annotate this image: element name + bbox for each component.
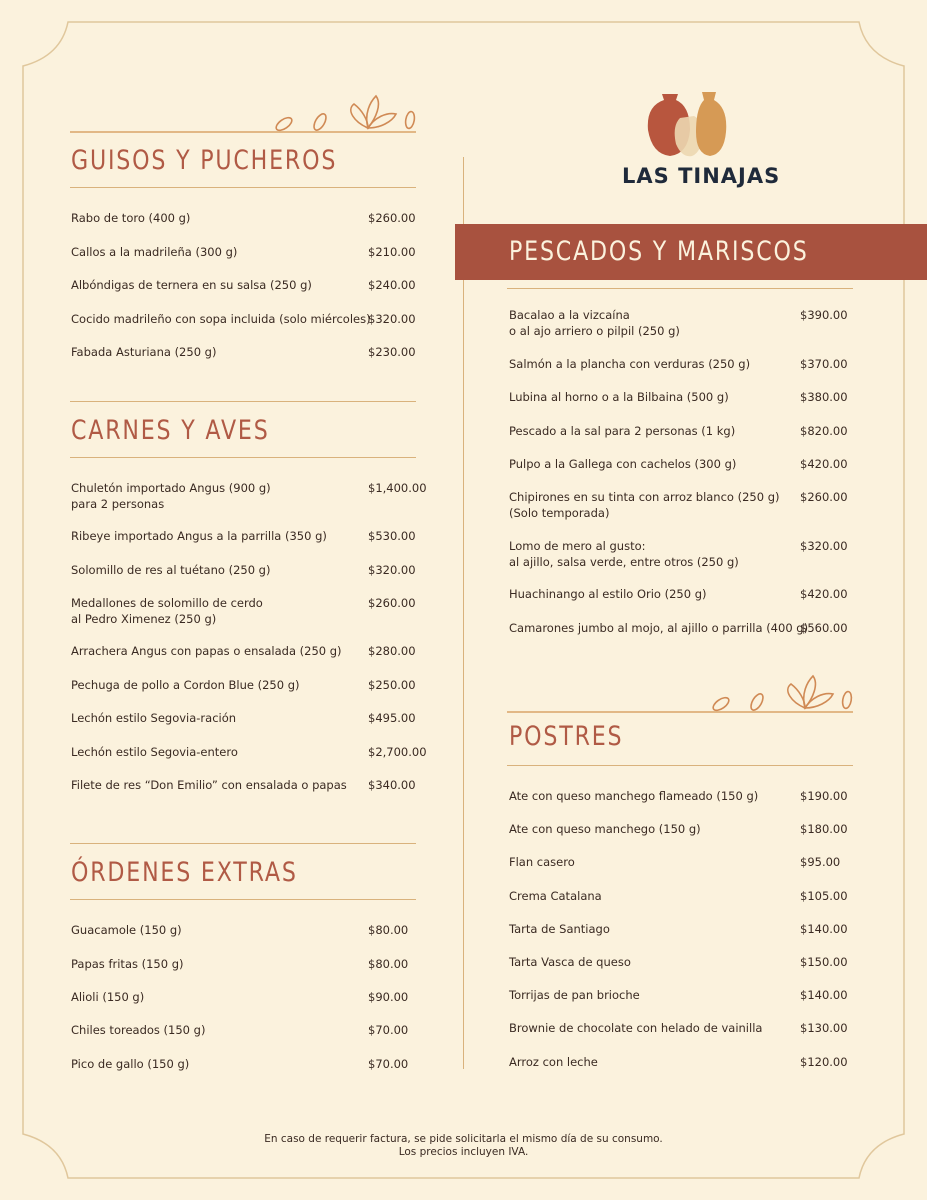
extras-title: ÓRDENES EXTRAS [71,857,298,888]
pescados-rule [507,288,853,289]
menu-item-name: Ribeye importado Angus a la parrilla (350 g) [71,529,327,543]
menu-item-price: $280.00 [368,644,416,658]
menu-item-name: Filete de res “Don Emilio” con ensalada o papas [71,778,347,792]
menu-item-name: Chiles toreados (150 g) [71,1023,206,1037]
menu-item-name: Salmón a la plancha con verduras (250 g) [509,357,751,371]
menu-item-name: Fabada Asturiana (250 g) [71,345,217,359]
guisos-rule [70,187,416,188]
menu-item-name: Pico de gallo (150 g) [71,1057,190,1071]
menu-item-price: $495.00 [368,711,416,725]
column-divider [463,157,464,1069]
footer-note-1: En caso de requerir factura, se pide solicitarla el mismo día de su consumo. [264,1133,663,1145]
menu-item-name: Cocido madrileño con sopa incluida (solo miércoles) [71,312,371,326]
footer-note-2: Los precios incluyen IVA. [398,1146,529,1158]
menu-item-price: $1,400.00 [368,481,427,495]
menu-item-name: Rabo de toro (400 g) [71,211,191,225]
menu-item-price: $260.00 [368,596,416,610]
menu-item-name: Arrachera Angus con papas o ensalada (250 g) [71,644,342,658]
guisos-title: GUISOS Y PUCHEROS [71,145,338,176]
extras-rule [70,899,416,900]
menu-item-name: Tarta de Santiago [509,922,610,936]
menu-item-price: $70.00 [368,1023,409,1037]
menu-item-name: Torrijas de pan brioche [509,988,640,1002]
menu-item-price: $2,700.00 [368,745,427,759]
postres-rule [507,765,853,766]
menu-item-name: Arroz con leche [509,1055,598,1069]
menu-item-name: Lechón estilo Segovia-entero [71,745,238,759]
menu-item-price: $140.00 [800,988,848,1002]
leaf-ornament-icon [70,92,420,134]
menu-item-price: $380.00 [800,390,848,404]
menu-item-price: $80.00 [368,957,409,971]
menu-item-price: $340.00 [368,778,416,792]
menu-item-price: $260.00 [368,211,416,225]
menu-item-price: $240.00 [368,278,416,292]
menu-item-name: Ate con queso manchego flameado (150 g) [509,789,759,803]
menu-item-price: $390.00 [800,308,848,322]
pescados-banner [455,224,927,280]
menu-item-price: $140.00 [800,922,848,936]
menu-item-name: Ate con queso manchego (150 g) [509,822,701,836]
menu-item-price: $820.00 [800,424,848,438]
carnes-title: CARNES Y AVES [71,415,270,446]
menu-item-name: Tarta Vasca de queso [509,955,631,969]
postres-title: POSTRES [509,721,624,752]
menu-item-price: $70.00 [368,1057,409,1071]
menu-item-name: Solomillo de res al tuétano (250 g) [71,563,271,577]
pescados-title: PESCADOS Y MARISCOS [509,236,809,267]
menu-item-price: $210.00 [368,245,416,259]
leaf-ornament-icon [507,672,857,714]
menu-item-price: $560.00 [800,621,848,635]
menu-item-price: $420.00 [800,457,848,471]
menu-item-price: $95.00 [800,855,841,869]
menu-item-price: $420.00 [800,587,848,601]
menu-item-name: Crema Catalana [509,889,602,903]
menu-item-name: Lechón estilo Segovia-ración [71,711,237,725]
menu-item-name: Flan casero [509,855,575,869]
menu-item-price: $320.00 [368,563,416,577]
carnes-rule [70,457,416,458]
menu-item-price: $320.00 [800,539,848,553]
menu-item-name: Camarones jumbo al mojo, al ajillo o parrilla (400 g) [509,621,809,635]
menu-item-name: Callos a la madrileña (300 g) [71,245,238,259]
carnes-top-rule [70,401,416,402]
menu-item-name: Pulpo a la Gallega con cachelos (300 g) [509,457,737,471]
menu-item-price: $150.00 [800,955,848,969]
menu-item-name: Chuletón importado Angus (900 g) [71,481,271,495]
menu-item-name: Lubina al horno o a la Bilbaina (500 g) [509,390,729,404]
menu-item-price: $190.00 [800,789,848,803]
menu-item-name: Huachinango al estilo Orio (250 g) [509,587,707,601]
menu-item-name-line2: (Solo temporada) [509,505,610,520]
menu-item-name: Medallones de solomillo de cerdo [71,596,263,610]
menu-item-price: $530.00 [368,529,416,543]
menu-item-price: $250.00 [368,678,416,692]
extras-top-rule [70,843,416,844]
menu-item-price: $320.00 [368,312,416,326]
menu-item-name: Chipirones en su tinta con arroz blanco (250 g) [509,490,780,504]
menu-item-name-line2: al Pedro Ximenez (250 g) [71,611,217,626]
menu-item-name-line2: para 2 personas [71,496,165,511]
menu-item-price: $260.00 [800,490,848,504]
menu-item-name-line2: al ajillo, salsa verde, entre otros (250 g) [509,554,739,569]
menu-item-price: $105.00 [800,889,848,903]
menu-item-name: Pescado a la sal para 2 personas (1 kg) [509,424,736,438]
menu-item-name: Alioli (150 g) [71,990,145,1004]
menu-item-name-line2: o al ajo arriero o pilpil (250 g) [509,323,680,338]
menu-item-price: $90.00 [368,990,409,1004]
menu-item-name: Pechuga de pollo a Cordon Blue (250 g) [71,678,300,692]
menu-item-price: $370.00 [800,357,848,371]
menu-item-name: Brownie de chocolate con helado de vainilla [509,1021,763,1035]
menu-item-name: Guacamole (150 g) [71,923,182,937]
menu-item-name: Lomo de mero al gusto: [509,539,646,553]
menu-item-name: Albóndigas de ternera en su salsa (250 g) [71,278,312,292]
jars-logo-icon [640,88,740,160]
menu-item-price: $180.00 [800,822,848,836]
menu-item-price: $130.00 [800,1021,848,1035]
menu-item-name: Papas fritas (150 g) [71,957,184,971]
menu-item-price: $120.00 [800,1055,848,1069]
brand-name: LAS TINAJAS [622,164,781,188]
menu-item-price: $230.00 [368,345,416,359]
menu-item-name: Bacalao a la vizcaína [509,308,630,322]
menu-item-price: $80.00 [368,923,409,937]
